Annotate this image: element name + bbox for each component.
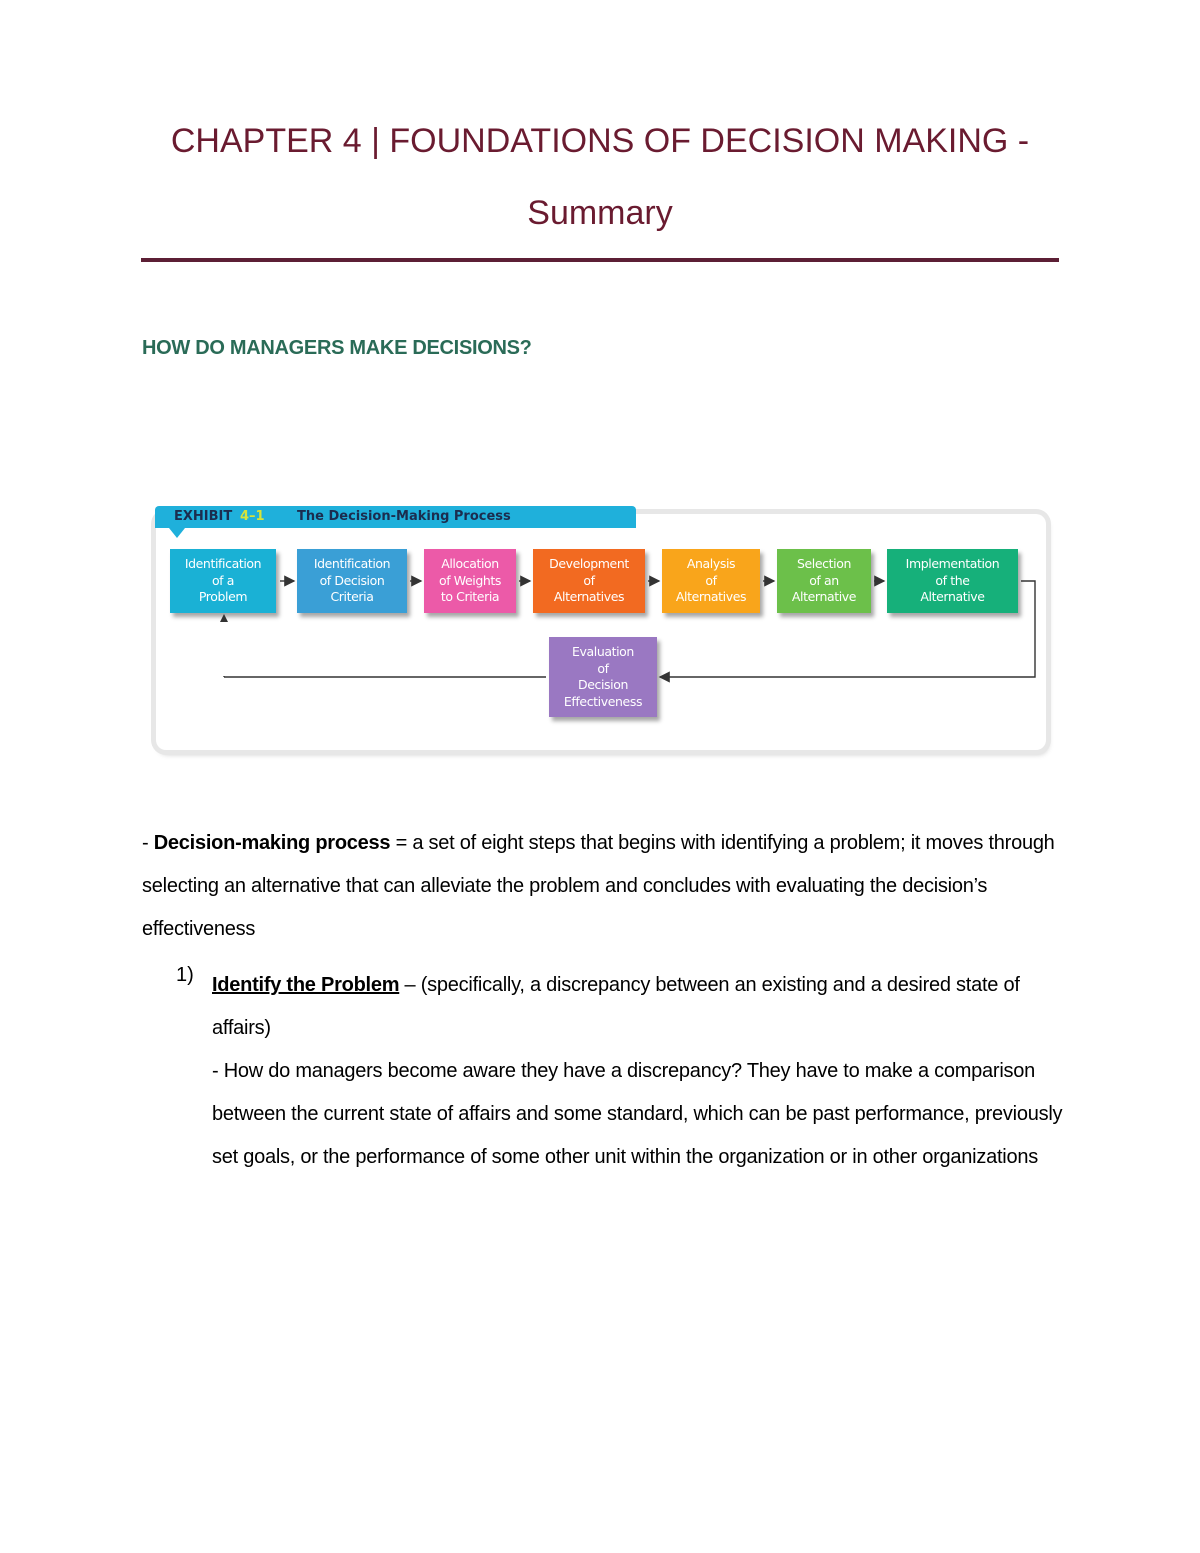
exhibit-label: EXHIBIT — [174, 509, 233, 524]
step-identify-criteria: Identification of Decision Criteria — [297, 549, 407, 613]
exhibit-title: The Decision-Making Process — [297, 509, 511, 524]
list-number: 1) — [176, 964, 194, 986]
list-item-detail: - How do managers become aware they have a discrepancy? They have to make a comparison between the current state of affairs and some standard, which can be past performance, previously set goals, or the performance of some other unit within the organization or in other organizations — [212, 1060, 1063, 1168]
definition-paragraph — [142, 822, 1072, 951]
page-title-line1: CHAPTER 4 | FOUNDATIONS OF DECISION MAKING - — [170, 122, 1030, 160]
section-heading: HOW DO MANAGERS MAKE DECISIONS? — [142, 337, 532, 359]
step-identify-problem: Identification of a Problem — [170, 549, 276, 613]
step-evaluate-effectiveness: Evaluation of Decision Effectiveness — [549, 637, 657, 717]
arrow-7-8 — [660, 581, 1035, 677]
feedback-arrowhead — [220, 614, 228, 622]
list-item — [212, 964, 1052, 1050]
step-develop-alternatives: Development of Alternatives — [533, 549, 645, 613]
list-item-text: – (specifically, a discrepancy between an existing and a desired state of affairs) — [212, 974, 1020, 1039]
definition-term: Decision-making process — [153, 832, 391, 854]
list-item-title: Identify the Problem — [212, 974, 400, 996]
step-select-alternative: Selection of an Alternative — [777, 549, 871, 613]
definition-text: = a set of eight steps that begins with identifying a problem; it moves through selecting an alternative that can alleviate the problem and concludes with evaluating the decision’s effectiveness — [142, 832, 1055, 940]
flow-arrows — [152, 504, 1048, 756]
step-allocate-weights: Allocation of Weights to Criteria — [424, 549, 516, 613]
step-implement-alternative: Implementation of the Alternative — [887, 549, 1018, 613]
definition-prefix: - — [142, 832, 154, 854]
page-title-line2: Summary — [527, 194, 673, 232]
exhibit-number: 4–1 — [240, 509, 265, 524]
title-rule — [141, 258, 1059, 262]
exhibit-figure — [152, 504, 1048, 756]
step-analyze-alternatives: Analysis of Alternatives — [662, 549, 760, 613]
